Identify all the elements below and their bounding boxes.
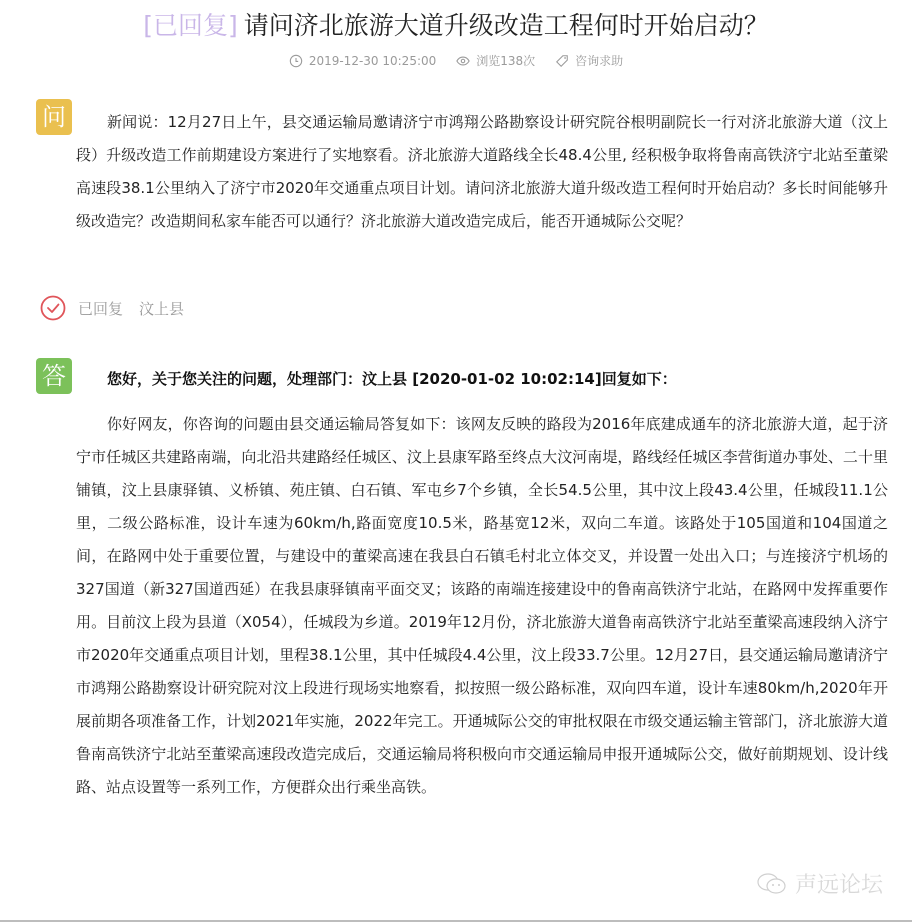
clock-icon — [289, 54, 303, 68]
answer-text: 你好网友，你咨询的问题由县交通运输局答复如下：该网友反映的路段为2016年底建成通车的济北旅游大道，起于济宁市任城区共建路南端，向北沿共建路经任城区、汶上县康军路至终点大汶河南堤，路线经任城区李营街道办事处、二十里铺镇，汶上县康驿镇、义桥镇、苑庄镇、白石镇、军屯乡7个乡镇，全长54.5公里，其中汶上段43.4公里，任城段11.1公里，二级公路标准，设计车速为60km/h,路面宽度10.5米，路基宽12米，双向二车道。该路处于105国道和104国道之间，在路网中处于重要位置，与建设中的董梁高速在我县白石镇毛村北立体交叉，并设置一处出入口；与连接济宁机场的327国道（新327国道西延）在我县康驿镇南平面交叉；该路的南端连接建设中的鲁南高铁济宁北站，在路网中发挥重要作用。目前汶上段为县道（X054），任城段为乡道。2019年12月份，济北旅游大道鲁南高铁济宁北站至董梁高速段纳入济宁市2020年交通重点项目计划，里程38.1公里，其中任城段4.4公里，汶上段33.7公里。12月27日，县交通运输局邀请济宁市鸿翔公路勘察设计研究院对汶上段进行现场实地察看，拟按照一级公路标准，双向四车道，设计车速80km/h,2020年开展前期各项准备工作，计划2021年实施，2022年完工。开通城际公交的审批权限在市级交通运输主管部门，济北旅游大道鲁南高铁济宁北站至董梁高速段改造完成后，交通运输局将积极向市交通运输局申报开通城际公交，做好前期规划、设计线路、站点设置等一系列工作，方便群众出行乘坐高铁。 — [76, 415, 889, 796]
answer-badge: 答 — [36, 358, 72, 394]
reply-status-label: 已回复 — [78, 299, 124, 318]
question-badge: 问 — [36, 99, 72, 135]
question-text: 新闻说：12月27日上午，县交通运输局邀请济宁市鸿翔公路勘察设计研究院谷根明副院长一行对济北旅游大道（汶上段）升级改造工作前期建设方案进行了实地察看。济北旅游大道路线全长48.4公里, 经积极争取将鲁南高铁济宁北站至董梁高速段38.1公里纳入了济宁市2020年交通重点项目计划。请问济北旅游大道升级改造工程何时开始启动？多长时间能够升级改造完？改造期间私家车能否可以通行？济北旅游大道改造完成后，能否开通城际公交呢？ — [76, 113, 888, 230]
wechat-icon — [755, 871, 789, 897]
title-text: 请问济北旅游大道升级改造工程何时开始启动？ — [243, 11, 769, 40]
answer-heading: 您好，关于您关注的问题，处理部门：汶上县 [2020-01-02 10:02:14]回复如下： — [107, 370, 677, 388]
watermark: 声远论坛 — [755, 868, 883, 899]
meta-datetime: 2019-12-30 10:25:00 — [289, 51, 436, 71]
page-title — [0, 6, 912, 46]
eye-icon — [456, 54, 470, 68]
check-circle-icon — [40, 295, 66, 321]
meta-views: 浏览138次 — [456, 51, 535, 71]
reply-department: 汶上县 — [139, 299, 185, 318]
reply-status-tag: [已回复] — [143, 11, 238, 40]
tag-icon — [555, 54, 569, 68]
post-meta — [0, 51, 912, 71]
reply-status — [40, 295, 184, 321]
meta-category[interactable]: 咨询求助 — [555, 51, 623, 71]
